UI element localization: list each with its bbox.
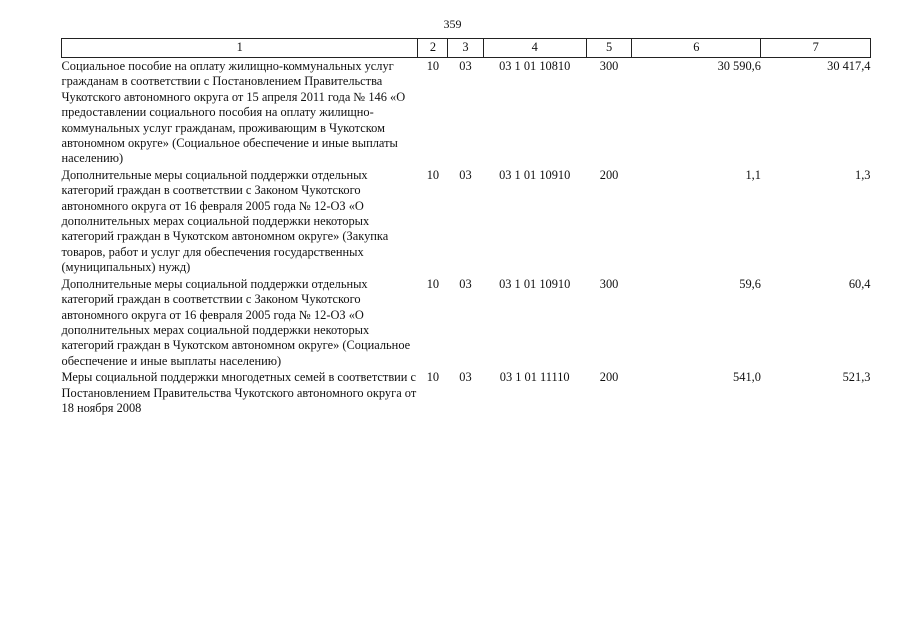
row-description: Меры социальной поддержки многодетных семей в соответствии с Постановлением Правительства Чукотского автономного округа от 18 ноября 2008 — [61, 370, 417, 415]
table-row — [62, 58, 871, 167]
table-row — [62, 167, 871, 276]
row-section: 10 — [426, 59, 440, 73]
row-expense-type: 300 — [599, 276, 619, 291]
table-row — [62, 276, 871, 369]
row-description: Дополнительные меры социальной поддержки отдельных категорий граждан в соответствии с Законом Чукотского автономного округа от 16 февраля 2005 года № 12-ОЗ «О дополнительных мерах социальной поддержки некоторых категорий граждан в Чукотском автономном округе» (Закупка товаров, работ и услуг для обеспечения государственных (муниципальных) нужд) — [61, 167, 389, 275]
row-subsection: 03 — [459, 59, 472, 73]
row-amount-1: 59,6 — [739, 276, 761, 291]
column-header-2: 2 — [418, 39, 448, 58]
row-expense-type: 200 — [599, 167, 619, 182]
column-number-header-row — [62, 39, 871, 58]
row-expense-type: 200 — [599, 370, 619, 385]
column-header-7: 7 — [761, 39, 871, 58]
row-subsection: 03 — [459, 167, 472, 182]
row-section: 10 — [426, 276, 440, 291]
column-header-5: 5 — [586, 39, 631, 58]
row-amount-1: 30 590,6 — [717, 59, 761, 73]
row-subsection: 03 — [459, 276, 472, 291]
row-target-article: 03 1 01 10910 — [499, 167, 571, 182]
row-amount-1: 541,0 — [733, 370, 761, 385]
row-target-article: 03 1 01 10810 — [499, 59, 571, 73]
row-amount-2: 60,4 — [848, 276, 871, 291]
column-header-1: 1 — [62, 39, 418, 58]
row-target-article: 03 1 01 11110 — [499, 370, 570, 385]
row-section: 10 — [426, 370, 440, 385]
row-amount-2: 30 417,4 — [827, 59, 871, 73]
column-header-4: 4 — [483, 39, 586, 58]
row-amount-2: 521,3 — [842, 370, 871, 385]
table-row — [62, 369, 871, 416]
row-subsection: 03 — [459, 370, 472, 385]
row-target-article: 03 1 01 10910 — [499, 276, 571, 291]
row-description: Социальное пособие на оплату жилищно-коммунальных услуг гражданам в соответствии с Постановлением Правительства Чукотского автономного округа от 15 апреля 2011 года № 146 «О предоставлении социального пособия на оплату жилищно-коммунальных услуг гражданам, проживающим в Чукотском автономном округе» (Социальное обеспечение и иные выплаты населению) — [61, 59, 406, 166]
page-number: 359 — [443, 17, 462, 31]
column-header-3: 3 — [448, 39, 483, 58]
column-header-6: 6 — [632, 39, 761, 58]
row-section: 10 — [426, 167, 440, 182]
budget-table — [61, 38, 871, 416]
row-expense-type: 300 — [599, 59, 619, 73]
row-amount-1: 1,1 — [745, 167, 761, 182]
row-amount-2: 1,3 — [855, 167, 871, 182]
row-description: Дополнительные меры социальной поддержки отдельных категорий граждан в соответствии с Законом Чукотского автономного округа от 16 февраля 2005 года № 12-ОЗ «О дополнительных мерах социальной поддержки некоторых категорий граждан в Чукотском автономном округе» (Социальное обеспечение и иные выплаты населению) — [61, 276, 411, 368]
